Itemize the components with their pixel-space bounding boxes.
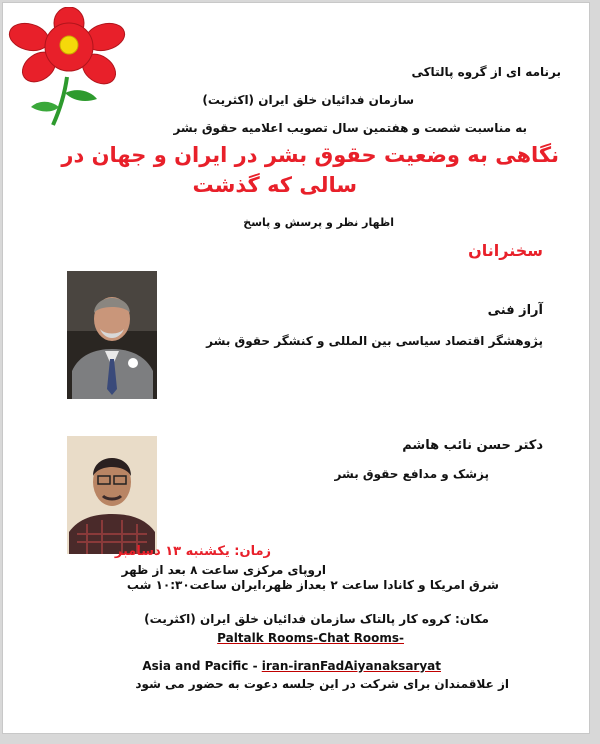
paltalk-rooms-link[interactable]: Paltalk Rooms-Chat Rooms- <box>217 631 404 645</box>
speakers-heading: سخنرانان <box>468 241 543 260</box>
main-title-line-2: سالی که گذشت <box>192 173 357 197</box>
presenter-line: برنامه ای از گروه پالتاکی <box>411 65 561 79</box>
speaker-1-photo <box>67 271 157 399</box>
paltalk-room-link[interactable]: iran-iranFadAiyanaksaryat <box>261 659 441 673</box>
speaker-2-role: پزشک و مدافع حقوق بشر <box>334 467 489 481</box>
schedule-america: شرق امریکا و کانادا ساعت ۲ بعداز ظهر،ایران ساعت۱۰:۳۰ شب <box>126 578 499 592</box>
invitation-line: از علاقمندان برای شرکت در این جلسه دعوت به حضور می شود <box>135 677 509 691</box>
speaker-2-name: دکتر حسن نائب هاشم <box>402 438 543 453</box>
schedule-label: زمان: یکشنبه ۱۳ دسامبر <box>114 544 271 559</box>
paltalk-path-1 <box>217 631 404 645</box>
location-label: مکان: کروه کار پالتاک سازمان فدائیان خلق ایران (اکثریت) <box>144 612 489 626</box>
flyer-page <box>2 2 590 734</box>
occasion-line: به مناسبت شصت و هفتمین سال تصویب اعلامیه حقوق بشر <box>173 121 527 135</box>
subtitle-line: اظهار نظر و پرسش و پاسخ <box>243 216 394 229</box>
speaker-1-name: آراز فنی <box>487 303 543 318</box>
paltalk-path-2 <box>142 659 441 673</box>
speaker-1-role: پژوهشگر اقتصاد سیاسی بین المللی و کنشگر حقوق بشر <box>206 334 543 348</box>
speaker-2-photo <box>67 436 157 554</box>
organization-line: سازمان فدائیان خلق ایران (اکثریت) <box>202 93 414 107</box>
main-title-line-1: نگاهی به وضعیت حقوق بشر در ایران و جهان در <box>61 143 559 167</box>
schedule-europe: اروپای مرکزی ساعت ۸ بعد از ظهر <box>121 563 326 577</box>
paltalk-region: Asia and Pacific - <box>142 659 262 673</box>
red-flower-logo <box>7 7 131 131</box>
